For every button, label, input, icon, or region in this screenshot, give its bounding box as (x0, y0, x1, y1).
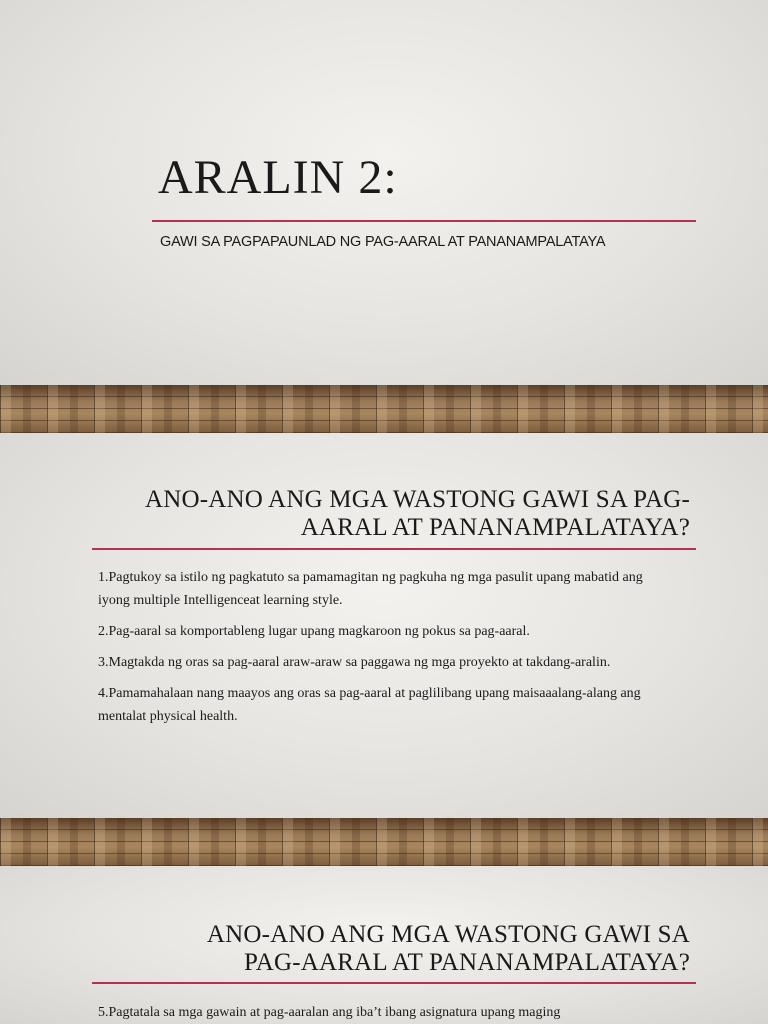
practices-list (98, 566, 678, 736)
heading-divider (92, 982, 696, 984)
title-divider (152, 220, 696, 222)
lesson-title: ARALIN 2: (158, 151, 398, 204)
slide-title (0, 0, 768, 385)
list-item: 2.Pag-aaral sa komportableng lugar upang magkaroon ng pokus sa pag-aaral. (98, 624, 530, 639)
practices-heading-line1: ANO-ANO ANG MGA WASTONG GAWI SA PAG- (144, 486, 690, 513)
heading-divider (92, 548, 696, 550)
practices-heading-line2: PAG-AARAL AT PANANAMPALATAYA? (243, 949, 690, 976)
slide-practices-1 (0, 433, 768, 818)
list-item: 4.Pamamahalaan nang maayos ang oras sa pag-aaral at paglilibang upang maisaaalang-alang ang mentalat physical health. (98, 686, 641, 724)
practices-list (98, 1001, 678, 1024)
practices-heading (207, 921, 690, 977)
lesson-subtitle: GAWI SA PAGPAPAUNLAD NG PAG-AARAL AT PANANAMPALATAYA (160, 234, 606, 250)
wood-floor (0, 818, 768, 866)
wood-floor (0, 385, 768, 433)
practices-heading-line1: ANO-ANO ANG MGA WASTONG GAWI SA (206, 921, 690, 948)
slide-practices-2 (0, 866, 768, 1024)
practices-heading (145, 486, 690, 542)
practices-heading-line2: AARAL AT PANANAMPALATAYA? (300, 514, 690, 541)
list-item: 1.Pagtukoy sa istilo ng pagkatuto sa pamamagitan ng pagkuha ng mga pasulit upang mabatid ang iyong multiple Intelligenceat learning style. (98, 570, 643, 608)
list-item: 3.Magtakda ng oras sa pag-aaral araw-araw sa paggawa ng mga proyekto at takdang-aralin. (98, 655, 611, 670)
list-item: 5.Pagtatala sa mga gawain at pag-aaralan ang iba’t ibang asignatura upang maging (98, 1005, 561, 1020)
